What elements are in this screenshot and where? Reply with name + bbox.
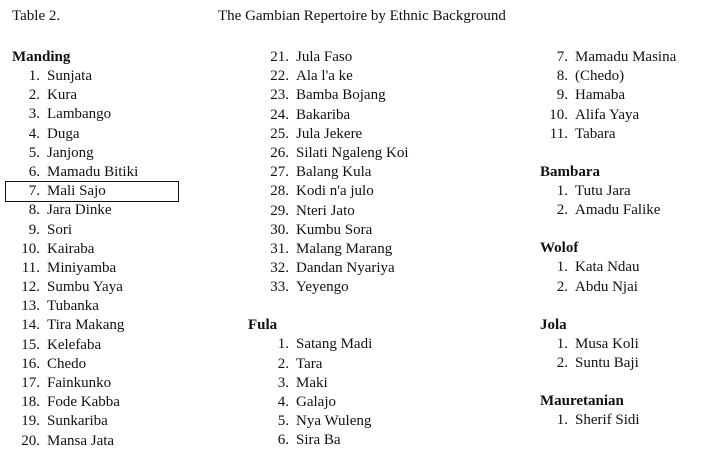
- item-name: Duga: [47, 125, 80, 142]
- item-number: 1.: [556, 259, 568, 276]
- item-name: Kumbu Sora: [296, 221, 373, 238]
- list-item-manding: [248, 106, 528, 125]
- bambara-list: [540, 182, 708, 220]
- list-item-manding: [12, 355, 240, 374]
- group-heading-bambara: Bambara: [540, 163, 600, 180]
- item-number: 31.: [270, 240, 289, 257]
- item-number: 2.: [28, 87, 40, 104]
- list-item-bambara: [540, 201, 708, 220]
- item-name: Mansa Jata: [47, 432, 115, 449]
- item-name: Kairaba: [47, 240, 95, 257]
- list-item-fula: [248, 412, 528, 431]
- item-name: Ala l'a ke: [296, 68, 353, 85]
- group-heading-manding: Manding: [12, 49, 71, 65]
- item-number: 7.: [28, 183, 40, 200]
- list-item-manding: [12, 144, 240, 163]
- item-name: Fode Kabba: [47, 394, 120, 411]
- item-number: 6.: [277, 432, 289, 449]
- list-item-manding: [12, 86, 240, 105]
- item-name: Nya Wuleng: [296, 413, 372, 430]
- item-name: Sherif Sidi: [575, 412, 640, 429]
- item-name: Miniyamba: [47, 259, 117, 276]
- item-number: 26.: [270, 144, 289, 161]
- item-number: 8.: [556, 68, 568, 85]
- column-2: [248, 48, 528, 451]
- item-name: Balang Kula: [296, 164, 372, 181]
- list-item-manding: [12, 105, 240, 124]
- item-name: Tabara: [575, 125, 616, 142]
- item-number: 21.: [270, 49, 289, 65]
- list-item-manding: [12, 374, 240, 393]
- item-number: 28.: [270, 183, 289, 200]
- list-item-manding: [248, 125, 528, 144]
- list-item-manding: [248, 144, 528, 163]
- item-name: Kura: [47, 87, 77, 104]
- item-name: Jula Jekere: [296, 125, 363, 142]
- item-number: 1.: [556, 182, 568, 199]
- item-name: Mamadu Bitiki: [47, 163, 139, 180]
- list-item-manding: [12, 67, 240, 86]
- column-3: [540, 48, 708, 430]
- mauretanian-list: [540, 411, 708, 430]
- list-item-bambara: [540, 182, 708, 201]
- item-name: Alifa Yaya: [575, 106, 640, 123]
- item-name: Malang Marang: [296, 240, 393, 257]
- list-item-manding: [12, 432, 240, 451]
- list-item-manding: [248, 259, 528, 278]
- item-number: 3.: [277, 374, 289, 391]
- list-item-manding: [12, 297, 240, 316]
- table-label: Table 2.: [12, 8, 61, 24]
- list-item-fula: [248, 431, 528, 450]
- item-name: Kata Ndau: [575, 259, 640, 276]
- item-number: 18.: [21, 394, 40, 411]
- item-number: 11.: [21, 259, 40, 276]
- list-item-manding: [12, 201, 240, 220]
- item-number: 16.: [21, 355, 40, 372]
- jola-list: [540, 335, 708, 373]
- item-name: Amadu Falike: [575, 202, 661, 219]
- item-number: 15.: [21, 336, 40, 353]
- list-item-manding: [12, 336, 240, 355]
- list-item-wolof: [540, 258, 708, 277]
- item-number: 2.: [556, 278, 568, 295]
- list-item-fula: [540, 106, 708, 125]
- item-name: Galajo: [296, 394, 336, 410]
- list-item-manding: [248, 202, 528, 221]
- list-item-fula: [248, 374, 528, 393]
- item-name: Sira Ba: [296, 432, 341, 449]
- item-name: Mali Sajo: [47, 183, 106, 200]
- list-item-manding: [248, 163, 528, 182]
- item-number: 5.: [277, 413, 289, 430]
- item-number: 9.: [556, 87, 568, 104]
- item-name: Satang Madi: [296, 336, 373, 353]
- manding-list-part-1: [12, 67, 240, 451]
- item-number: 4.: [277, 394, 289, 410]
- item-name: Abdu Njai: [575, 278, 638, 295]
- item-number: 25.: [270, 125, 289, 142]
- item-number: 19.: [21, 413, 40, 430]
- item-number: 1.: [556, 412, 568, 429]
- list-item-manding: [248, 240, 528, 259]
- list-item-fula: [248, 393, 528, 412]
- fula-list-part-1: [248, 335, 528, 450]
- item-name: Jara Dinke: [47, 202, 112, 219]
- item-number: 10.: [549, 106, 568, 123]
- list-item-manding: [12, 412, 240, 431]
- item-name: Sori: [47, 221, 73, 238]
- list-item-manding: [248, 221, 528, 240]
- item-number: 10.: [21, 240, 40, 257]
- item-name: Lambango: [47, 106, 112, 123]
- item-number: 8.: [28, 202, 40, 219]
- item-number: 5.: [28, 144, 40, 161]
- list-item-fula: [540, 48, 708, 67]
- item-number: 6.: [28, 163, 40, 180]
- item-name: Yeyengo: [296, 279, 349, 296]
- item-number: 13.: [21, 298, 40, 315]
- item-number: 27.: [270, 164, 289, 181]
- group-heading-fula: Fula: [248, 317, 278, 334]
- list-item-manding: [6, 182, 178, 201]
- item-name: Bamba Bojang: [296, 87, 386, 104]
- item-number: 23.: [270, 87, 289, 104]
- item-name: Kelefaba: [47, 336, 102, 353]
- item-number: 30.: [270, 221, 289, 238]
- list-item-manding: [12, 240, 240, 259]
- list-item-manding: [248, 67, 528, 86]
- item-name: Silati Ngaleng Koi: [296, 144, 409, 161]
- item-name: Musa Koli: [575, 335, 639, 352]
- list-item-mauretanian: [540, 411, 708, 430]
- item-name: Fainkunko: [47, 375, 112, 391]
- list-item-fula: [248, 335, 528, 354]
- item-name: Bakariba: [296, 106, 351, 123]
- item-number: 12.: [21, 279, 40, 296]
- item-number: 1.: [28, 68, 40, 84]
- item-name: Dandan Nyariya: [296, 260, 395, 277]
- item-number: 33.: [270, 279, 289, 296]
- item-name: Tutu Jara: [575, 182, 631, 199]
- item-name: Janjong: [47, 144, 94, 161]
- item-name: Sunjata: [47, 68, 92, 84]
- item-number: 1.: [556, 335, 568, 352]
- item-name: Nteri Jato: [296, 202, 355, 219]
- item-number: 11.: [549, 125, 568, 142]
- item-name: Chedo: [47, 355, 87, 372]
- list-item-jola: [540, 354, 708, 373]
- item-name: Jula Faso: [296, 49, 353, 65]
- list-item-manding: [12, 259, 240, 278]
- list-item-manding: [248, 182, 528, 201]
- wolof-list: [540, 258, 708, 296]
- item-number: 2.: [277, 355, 289, 372]
- item-name: Sunkariba: [47, 413, 108, 430]
- item-number: 22.: [270, 68, 289, 85]
- item-number: 2.: [556, 354, 568, 371]
- group-heading-mauretanian: Mauretanian: [540, 393, 624, 410]
- list-item-fula: [248, 355, 528, 374]
- list-item-fula: [540, 125, 708, 144]
- item-number: 1.: [277, 336, 289, 353]
- item-number: 7.: [556, 49, 568, 65]
- item-number: 14.: [21, 317, 40, 334]
- item-name: Tara: [296, 355, 323, 372]
- item-name: Hamaba: [575, 87, 625, 104]
- manding-list-part-2: [248, 48, 528, 297]
- list-item-manding: [12, 278, 240, 297]
- fula-list-part-2: [540, 48, 708, 144]
- group-heading-jola: Jola: [540, 316, 567, 333]
- list-item-manding: [248, 48, 528, 67]
- item-name: Maki: [296, 374, 328, 391]
- list-item-manding: [12, 393, 240, 412]
- list-item-manding: [12, 221, 240, 240]
- item-name: (Chedo): [575, 68, 625, 85]
- item-number: 17.: [21, 375, 40, 391]
- item-name: Sumbu Yaya: [47, 279, 123, 296]
- list-item-jola: [540, 335, 708, 354]
- item-number: 24.: [270, 106, 289, 123]
- item-number: 9.: [28, 221, 40, 238]
- item-number: 29.: [270, 202, 289, 219]
- list-item-fula: [540, 67, 708, 86]
- item-number: 20.: [21, 432, 40, 449]
- item-number: 3.: [28, 106, 40, 123]
- list-item-manding: [12, 125, 240, 144]
- item-name: Kodi n'a julo: [296, 183, 374, 200]
- list-item-manding: [248, 86, 528, 105]
- list-item-manding: [12, 316, 240, 335]
- item-number: 32.: [270, 260, 289, 277]
- list-item-manding: [12, 163, 240, 182]
- list-item-wolof: [540, 278, 708, 297]
- item-name: Mamadu Masina: [575, 49, 677, 65]
- list-item-fula: [540, 86, 708, 105]
- item-name: Tira Makang: [47, 317, 125, 334]
- item-number: 4.: [28, 125, 40, 142]
- list-item-manding: [248, 278, 528, 297]
- table-title: The Gambian Repertoire by Ethnic Background: [218, 8, 506, 24]
- item-number: 2.: [556, 202, 568, 219]
- group-heading-wolof: Wolof: [540, 240, 579, 257]
- item-name: Suntu Baji: [575, 354, 639, 371]
- column-1: [12, 48, 240, 451]
- item-name: Tubanka: [47, 298, 99, 315]
